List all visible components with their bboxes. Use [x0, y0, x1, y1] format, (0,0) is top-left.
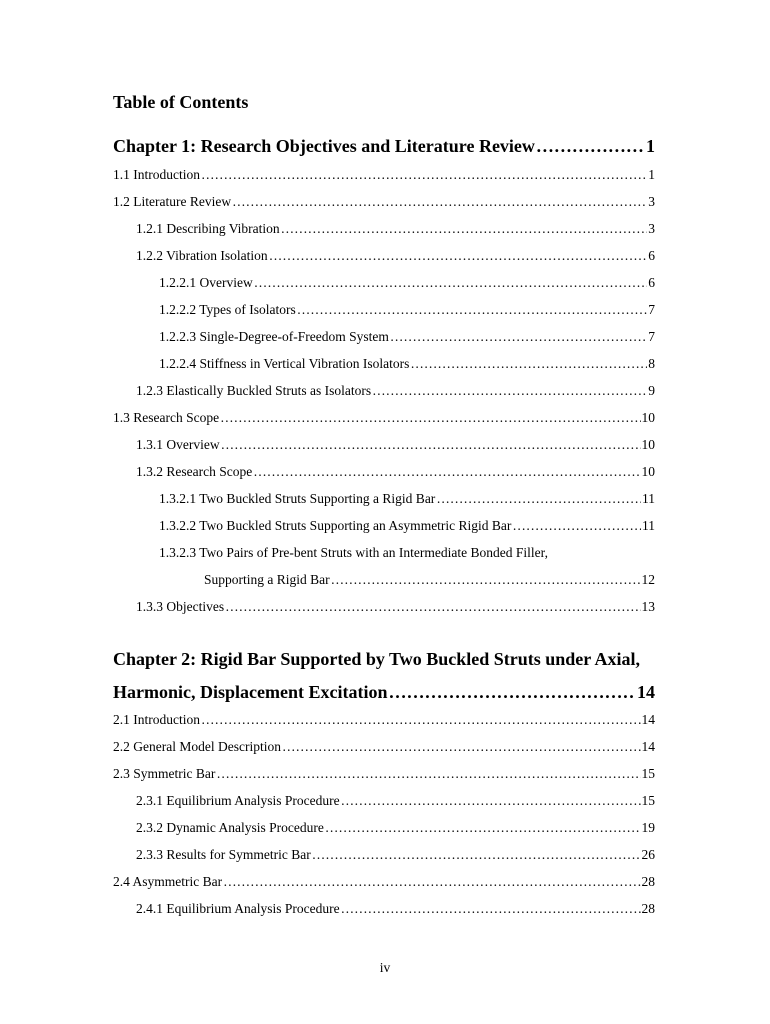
toc-entry-label: 1.3.2.3 Two Pairs of Pre-bent Struts with an Intermediate Bonded Filler,: [159, 545, 548, 560]
toc-entry-1-2[interactable]: [113, 194, 655, 210]
leader-dots: [201, 167, 647, 183]
leader-dots: [269, 248, 648, 264]
toc-entry-1-2-3[interactable]: [136, 383, 655, 399]
toc-entry-1-3-2-3-cont[interactable]: [204, 572, 655, 588]
toc-entry-1-3-2-2[interactable]: [159, 518, 655, 534]
leader-dots: [325, 820, 641, 836]
chapter-2-title-line2: Harmonic, Displacement Excitation: [113, 682, 388, 702]
leader-dots: [220, 410, 640, 426]
toc-entry-label: 1.3 Research Scope: [113, 410, 220, 425]
toc-entry-label: 2.3.2 Dynamic Analysis Procedure: [136, 820, 324, 835]
toc-entry-page: 10: [641, 410, 655, 425]
toc-entry-page: 10: [641, 437, 655, 452]
toc-entry-page: 3: [648, 221, 655, 236]
toc-heading: Table of Contents: [113, 92, 249, 112]
leader-dots: [410, 356, 647, 372]
toc-entry-1-3-2-3[interactable]: [159, 545, 655, 561]
leader-dots: [512, 518, 641, 534]
toc-entry-page: 8: [648, 356, 655, 371]
toc-entry-page: 26: [641, 847, 655, 862]
toc-entry-page: 15: [641, 766, 655, 781]
toc-entry-label: 1.3.1 Overview: [136, 437, 220, 452]
toc-entry-page: 10: [641, 464, 655, 479]
toc-entry-page: 15: [641, 793, 655, 808]
toc-entry-label: 1.3.2 Research Scope: [136, 464, 253, 479]
toc-entry-page: 7: [648, 329, 655, 344]
toc-entry-page: 11: [642, 491, 655, 506]
toc-entry-label: 1.2.1 Describing Vibration: [136, 221, 280, 236]
leader-dots: [297, 302, 647, 318]
leader-dots: [372, 383, 647, 399]
toc-entry-label: 2.3.3 Results for Symmetric Bar: [136, 847, 311, 862]
toc-entry-label: 1.1 Introduction: [113, 167, 200, 182]
page-number: iv: [379, 960, 391, 975]
toc-entry-label: 2.1 Introduction: [113, 712, 200, 727]
toc-entry-1-3[interactable]: [113, 410, 655, 426]
toc-entry-label: 1.3.2.2 Two Buckled Struts Supporting an Asymmetric Rigid Bar: [159, 518, 512, 533]
toc-entry-1-3-1[interactable]: [136, 437, 655, 453]
chapter-2-title-line1: Chapter 2: Rigid Bar Supported by Two Buckled Struts under Axial,: [113, 649, 640, 669]
leader-dots: [254, 275, 648, 291]
leader-dots: [232, 194, 647, 210]
leader-dots: [388, 681, 636, 703]
chapter-2-entry[interactable]: [113, 648, 655, 703]
leader-dots: [390, 329, 647, 345]
toc-entry-1-2-2[interactable]: [136, 248, 655, 264]
toc-entry-label: 1.2.2.1 Overview: [159, 275, 253, 290]
toc-entry-label: 1.2.2.4 Stiffness in Vertical Vibration Isolators: [159, 356, 410, 371]
toc-entry-2-3-1[interactable]: [136, 793, 655, 809]
toc-entry-page: 14: [641, 739, 655, 754]
toc-entry-page: 12: [641, 572, 655, 587]
toc-entry-1-3-2-1[interactable]: [159, 491, 655, 507]
toc-entry-label: 2.2 General Model Description: [113, 739, 281, 754]
toc-entry-2-1[interactable]: [113, 712, 655, 728]
toc-entry-label: 1.3.3 Objectives: [136, 599, 225, 614]
toc-entry-page: 28: [641, 874, 655, 889]
toc-entry-label: 1.3.2.1 Two Buckled Struts Supporting a Rigid Bar: [159, 491, 436, 506]
toc-entry-label: 2.3.1 Equilibrium Analysis Procedure: [136, 793, 340, 808]
toc-entry-1-2-2-1[interactable]: [159, 275, 655, 291]
leader-dots: [223, 874, 640, 890]
toc-entry-page: 7: [648, 302, 655, 317]
toc-entry-page: 28: [641, 901, 655, 916]
chapter-1-page: 1: [646, 136, 655, 156]
toc-entry-page: 9: [648, 383, 655, 398]
toc-entry-page: 3: [648, 194, 655, 209]
toc-entry-label: 2.4.1 Equilibrium Analysis Procedure: [136, 901, 340, 916]
toc-entry-label: 2.3 Symmetric Bar: [113, 766, 216, 781]
toc-entry-1-2-2-2[interactable]: [159, 302, 655, 318]
toc-entry-page: 6: [648, 275, 655, 290]
toc-entry-page: 1: [648, 167, 655, 182]
toc-entry-2-4-1[interactable]: [136, 901, 655, 917]
leader-dots: [341, 793, 641, 809]
leader-dots: [312, 847, 641, 863]
leader-dots: [536, 135, 645, 157]
leader-dots: [253, 464, 640, 480]
toc-entry-label: 1.2.2 Vibration Isolation: [136, 248, 268, 263]
chapter-1-title: Chapter 1: Research Objectives and Literature Review: [113, 136, 535, 156]
toc-entry-2-4[interactable]: [113, 874, 655, 890]
leader-dots: [282, 739, 641, 755]
toc-entry-label: 1.2.2.2 Types of Isolators: [159, 302, 296, 317]
toc-entry-2-3[interactable]: [113, 766, 655, 782]
toc-entry-page: 11: [642, 518, 655, 533]
leader-dots: [216, 766, 640, 782]
leader-dots: [331, 572, 641, 588]
leader-dots: [281, 221, 648, 237]
toc-entry-1-2-2-4[interactable]: [159, 356, 655, 372]
toc-entry-label: 1.2 Literature Review: [113, 194, 232, 209]
toc-entry-page: 6: [648, 248, 655, 263]
leader-dots: [225, 599, 640, 615]
toc-entry-label: 2.4 Asymmetric Bar: [113, 874, 223, 889]
toc-entry-2-2[interactable]: [113, 739, 655, 755]
toc-entry-label: Supporting a Rigid Bar: [204, 572, 330, 587]
leader-dots: [341, 901, 641, 917]
toc-entry-1-3-2[interactable]: [136, 464, 655, 480]
toc-entry-1-1[interactable]: [113, 167, 655, 183]
toc-entry-label: 1.2.3 Elastically Buckled Struts as Isolators: [136, 383, 372, 398]
toc-entry-page: 19: [641, 820, 655, 835]
toc-entry-1-2-1[interactable]: [136, 221, 655, 237]
chapter-2-page: 14: [637, 682, 655, 702]
toc-entry-page: 14: [641, 712, 655, 727]
toc-entry-2-3-2[interactable]: [136, 820, 655, 836]
leader-dots: [201, 712, 641, 728]
toc-entry-page: 13: [641, 599, 655, 614]
toc-entry-2-3-3[interactable]: [136, 847, 655, 863]
chapter-1-entry[interactable]: [113, 135, 655, 157]
leader-dots: [436, 491, 641, 507]
toc-entry-1-2-2-3[interactable]: [159, 329, 655, 345]
leader-dots: [221, 437, 641, 453]
toc-entry-label: 1.2.2.3 Single-Degree-of-Freedom System: [159, 329, 389, 344]
toc-entry-1-3-3[interactable]: [136, 599, 655, 615]
